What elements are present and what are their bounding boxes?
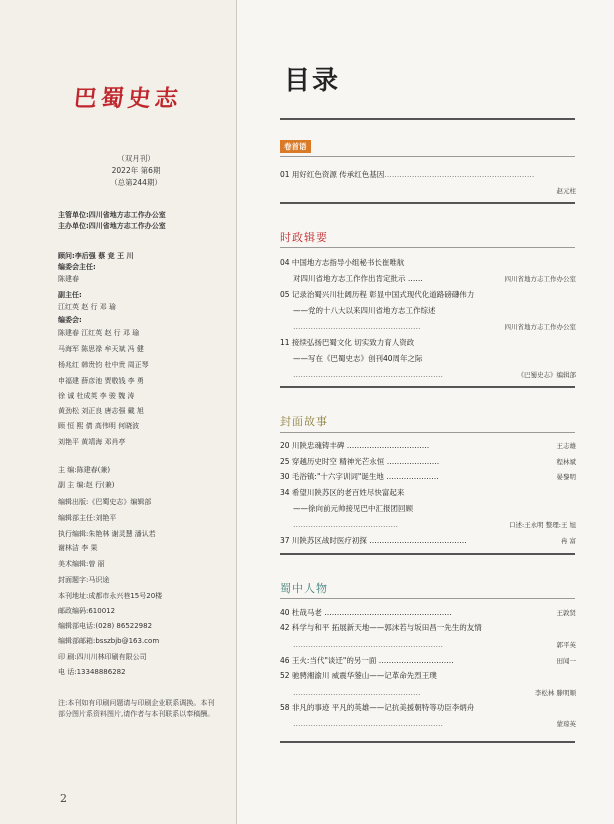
advisor-line: 顾问:李后强 蔡 竞 王 川 bbox=[58, 252, 134, 260]
staff-line: 编辑部主任:刘艳平 bbox=[58, 514, 117, 522]
toc-entry[interactable]: ——写在《巴蜀史志》创刊40周年之际 bbox=[293, 354, 423, 363]
toc-entry[interactable]: …………………………………………… 李松林 滕明顺 bbox=[293, 688, 576, 697]
toc-entry[interactable]: 37 川陕苏区战时医疗初探 ………………………………… 冉 富 bbox=[280, 536, 576, 545]
toc-entry[interactable]: 01 用好红色资源 传承红色基因…………………………………………………… bbox=[280, 170, 535, 179]
staff-line: 编辑部邮箱:bsszbjb@163.com bbox=[58, 637, 160, 645]
toc-entry[interactable]: 40 杜哉马老 …………………………………………… 王敦贤 bbox=[280, 608, 576, 617]
chairman-name: 陈建春 bbox=[58, 275, 79, 283]
issue-total: （总第244期） bbox=[110, 178, 162, 187]
member-row: 申福建 薛彦池 贾敬钱 李 勇 bbox=[58, 377, 144, 385]
toc-entry[interactable]: …………………………………………………… 《巴蜀史志》编辑部 bbox=[293, 370, 576, 379]
section-end-rule bbox=[280, 553, 575, 555]
member-row: 黄劲松 刘正良 唐志强 戴 旭 bbox=[58, 407, 144, 415]
toc-entry[interactable]: 对四川省地方志工作作出肯定批示 …… 四川省地方志工作办公室 bbox=[293, 274, 576, 283]
staff-line: 副 主 编:赵 行(兼) bbox=[58, 481, 115, 489]
toc-entry[interactable]: 25 穿越历史时空 精神光芒永恒 ………………… 程林斌 bbox=[280, 457, 576, 466]
section-end-rule bbox=[280, 741, 575, 743]
toc-entry[interactable]: …………………………………… 口述:王永明 整理:王 旭 bbox=[293, 520, 576, 529]
section-rule bbox=[280, 432, 575, 433]
toc-entry[interactable]: ——徐向前元帅接见巴中汇报团回顾 bbox=[293, 504, 413, 513]
section-rule bbox=[280, 156, 575, 157]
section-rule bbox=[280, 247, 575, 248]
section-head-cover-story: 封面故事 bbox=[280, 415, 328, 428]
toc-entry[interactable]: ——党的十八大以来四川省地方志工作综述 bbox=[293, 306, 436, 315]
issue-number: 2022年 第6期 bbox=[111, 166, 161, 175]
sponsor-line: 主管单位:四川省地方志工作办公室 bbox=[58, 211, 166, 219]
toc-entry[interactable]: 58 非凡的事迹 平凡的英雄——记抗美援朝特等功臣李炳舟 bbox=[280, 703, 475, 712]
toc-entry[interactable]: 05 记录治蜀兴川壮阔历程 彰显中国式现代化道路磅礴伟力 bbox=[280, 290, 475, 299]
toc-entry[interactable]: 42 科学与和平 拓展新天地——郭沫若与坂田昌一先生的友情 bbox=[280, 623, 482, 632]
toc-column bbox=[237, 0, 614, 824]
page-number: 2 bbox=[60, 792, 67, 805]
staff-line: 执行编辑:朱艳林 谢灵慧 潘认若 bbox=[58, 530, 156, 538]
toc-entry[interactable]: …………………………………………… 四川省地方志工作办公室 bbox=[293, 322, 576, 331]
member-row: 杨兆红 韩贵钧 杜中贵 周正琴 bbox=[58, 361, 149, 369]
staff-line: 主 编:陈建春(兼) bbox=[58, 466, 111, 474]
member-row: 陈建春 江红英 赵 行 邓 瑜 bbox=[58, 329, 140, 337]
section-end-rule bbox=[280, 202, 575, 204]
member-row: 刘艳平 黄靖海 邓肖亭 bbox=[58, 438, 126, 446]
section-badge-foreword: 卷首语 bbox=[280, 140, 311, 153]
staff-line: 编辑出版:《巴蜀史志》编辑部 bbox=[58, 498, 152, 506]
chairman-label: 编委会主任: bbox=[58, 263, 96, 271]
vice-label: 副主任: bbox=[58, 291, 82, 299]
toc-entry[interactable]: 20 川陕忠魂铸丰碑 …………………………… 王志雄 bbox=[280, 441, 576, 450]
section-head-people: 蜀中人物 bbox=[280, 582, 328, 595]
issue-frequency: （双月刊） bbox=[117, 154, 155, 163]
member-row: 马海军 陈思祿 牟天斌 冯 健 bbox=[58, 345, 144, 353]
staff-line: 本刊地址:成都市永兴巷15号20楼 bbox=[58, 592, 163, 600]
host-line: 主办单位:四川省地方志工作办公室 bbox=[58, 222, 166, 230]
toc-entry[interactable]: 52 驰骋湘渝川 威震华蓥山——记革命先烈王璞 bbox=[280, 671, 437, 680]
member-row: 顾 恒 熙 倩 高伟明 何晓波 bbox=[58, 422, 140, 430]
section-rule bbox=[280, 598, 575, 599]
toc-entry[interactable]: 11 接续弘扬巴蜀文化 切实致力育人资政 bbox=[280, 338, 415, 347]
toc-entry[interactable]: 30 毛浴镇:"十六字训词"诞生地 ………………… 晏黎明 bbox=[280, 472, 576, 481]
vice-names: 江红英 赵 行 邓 瑜 bbox=[58, 303, 116, 311]
staff-line: 谢林洁 李 果 bbox=[58, 544, 98, 552]
toc-entry[interactable]: …………………………………………………… 蒙琼英 bbox=[293, 719, 576, 728]
toc-title-rule bbox=[280, 118, 575, 120]
toc-entry[interactable]: 34 希望川陕苏区的老百姓尽快富起来 bbox=[280, 488, 405, 497]
copyright-note: 注:本刊如有印刷问题请与印刷企业联系调换。本刊部分图片系资料图片,请作者与本刊联系以奉稿酬。 bbox=[58, 699, 215, 718]
toc-entry[interactable]: …………………………………………………… 郭平英 bbox=[293, 640, 576, 649]
members-label: 编委会: bbox=[58, 316, 82, 324]
staff-line: 印 刷:四川川林印刷有限公司 bbox=[58, 653, 147, 661]
magazine-logo: 巴蜀史志 bbox=[72, 85, 184, 112]
toc-title: 目录 bbox=[284, 66, 341, 96]
staff-line: 邮政编码:610012 bbox=[58, 607, 116, 615]
staff-line: 美术编辑:曾 丽 bbox=[58, 560, 105, 568]
toc-entry[interactable]: 04 中国地方志指导小组秘书长崔唯航 bbox=[280, 258, 405, 267]
member-row: 徐 诚 杜成英 李 骏 魏 涛 bbox=[58, 392, 135, 400]
staff-line: 封面题字:马识途 bbox=[58, 576, 110, 584]
toc-entry[interactable]: 46 王火:当代"谈迁"的另一面 ………………………… 田闻一 bbox=[280, 656, 576, 665]
section-end-rule bbox=[280, 386, 575, 388]
staff-line: 电 话:13348886282 bbox=[58, 668, 126, 676]
section-head-politics: 时政辑要 bbox=[280, 231, 328, 244]
staff-line: 编辑部电话:(028) 86522982 bbox=[58, 622, 153, 630]
